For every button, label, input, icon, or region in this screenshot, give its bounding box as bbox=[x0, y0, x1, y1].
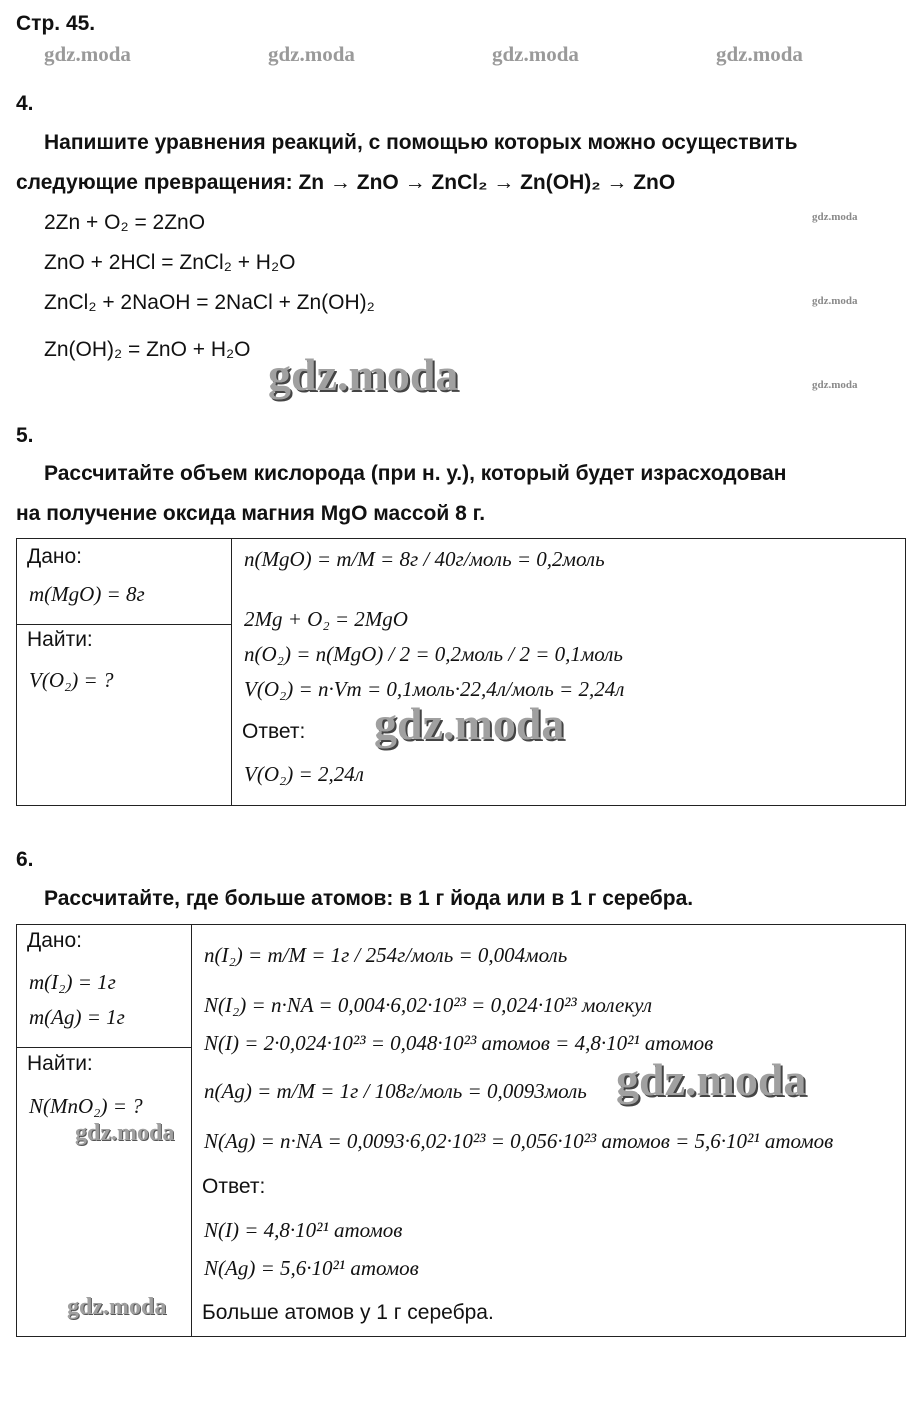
task5-text-line2: на получение оксида магния MgO массой 8 г. bbox=[16, 502, 486, 525]
task4-text-line2: следующие превращения: Zn → ZnO → ZnCl₂ → Zn(OH)₂ → ZnO bbox=[16, 171, 676, 194]
task5-given-cell bbox=[17, 539, 232, 625]
task5-find-label: Найти: bbox=[27, 628, 93, 651]
watermark: gdz.moda bbox=[812, 379, 858, 391]
task6-text: Рассчитайте, где больше атомов: в 1 г йода или в 1 г серебра. bbox=[44, 887, 694, 910]
task5-given-value: m(MgO) = 8г bbox=[29, 582, 145, 606]
task6-number: 6. bbox=[16, 848, 34, 871]
task4-equation-1: 2Zn + O₂ = 2ZnO bbox=[44, 211, 206, 234]
watermark: gdz.moda bbox=[812, 295, 858, 307]
task5-find-cell bbox=[17, 625, 232, 806]
watermark: gdz.moda bbox=[716, 42, 803, 66]
task6-solution-step: N(I) = 2·0,024·10²³ = 0,048·10²³ атомов = 4,8·10²¹ атомов bbox=[204, 1031, 714, 1055]
task5-find-value: V(O₂) = ? bbox=[29, 668, 114, 692]
watermark: gdz.moda bbox=[374, 698, 565, 749]
task6-conclusion: Больше атомов у 1 г серебра. bbox=[202, 1301, 494, 1324]
task6-answer-value: N(Ag) = 5,6·10²¹ атомов bbox=[204, 1256, 419, 1280]
task5-answer-value: V(O₂) = 2,24л bbox=[244, 762, 364, 786]
task6-find-cell bbox=[17, 1048, 192, 1337]
watermark: gdz.moda bbox=[75, 1120, 175, 1146]
task5-solution-step: V(O₂) = n·Vm = 0,1моль·22,4л/моль = 2,24л bbox=[244, 677, 625, 701]
task4-equation-3: ZnCl₂ + 2NaOH = 2NaCl + Zn(OH)₂ bbox=[44, 291, 375, 314]
task6-answer-value: N(I) = 4,8·10²¹ атомов bbox=[204, 1218, 403, 1242]
task6-solution-step: n(I₂) = m/M = 1г / 254г/моль = 0,004моль bbox=[204, 943, 568, 967]
task6-given-value: m(I₂) = 1г bbox=[29, 970, 116, 994]
task6-given-value: m(Ag) = 1г bbox=[29, 1005, 125, 1029]
task6-solution-step: N(I₂) = n·NA = 0,004·6,02·10²³ = 0,024·10²³ молекул bbox=[204, 993, 653, 1017]
watermark: gdz.moda bbox=[492, 42, 579, 66]
task6-solution-step: N(Ag) = n·NA = 0,0093·6,02·10²³ = 0,056·10²³ атомов = 5,6·10²¹ атомов bbox=[204, 1129, 834, 1153]
task5-solution-step: 2Mg + O₂ = 2MgO bbox=[244, 607, 408, 631]
task5-number: 5. bbox=[16, 424, 34, 447]
watermark: gdz.moda bbox=[812, 211, 858, 223]
task6-find-label: Найти: bbox=[27, 1052, 93, 1075]
watermark: gdz.moda bbox=[616, 1054, 807, 1105]
task5-solution-table bbox=[16, 538, 906, 806]
task4-equation-2: ZnO + 2HCl = ZnCl₂ + H₂O bbox=[44, 251, 296, 274]
task6-given-label: Дано: bbox=[27, 929, 83, 952]
watermark: gdz.moda bbox=[44, 42, 131, 66]
task5-given-label: Дано: bbox=[27, 545, 83, 568]
task4-equation-4: Zn(OH)₂ = ZnO + H₂O bbox=[44, 338, 251, 361]
task5-answer-label: Ответ: bbox=[242, 720, 306, 743]
task5-solution-step: n(O₂) = n(MgO) / 2 = 0,2моль / 2 = 0,1моль bbox=[244, 642, 623, 666]
task6-solution-step: n(Ag) = m/M = 1г / 108г/моль = 0,0093моль bbox=[204, 1079, 587, 1103]
task6-find-value: N(MnO₂) = ? bbox=[29, 1094, 143, 1118]
page-number: Стр. 45. bbox=[16, 12, 96, 35]
task6-answer-label: Ответ: bbox=[202, 1175, 266, 1198]
task6-solution-table bbox=[16, 924, 906, 1337]
watermark: gdz.moda bbox=[67, 1294, 167, 1320]
task4-text-line1: Напишите уравнения реакций, с помощью которых можно осуществить bbox=[44, 131, 798, 154]
watermark: gdz.moda bbox=[268, 349, 459, 400]
task6-solution-cell bbox=[192, 925, 906, 1337]
task5-text-line1: Рассчитайте объем кислорода (при н. у.), который будет израсходован bbox=[44, 462, 787, 485]
task5-solution-cell bbox=[232, 539, 906, 806]
task4-number: 4. bbox=[16, 92, 34, 115]
task6-given-cell bbox=[17, 925, 192, 1048]
watermark: gdz.moda bbox=[268, 42, 355, 66]
task5-solution-step: n(MgO) = m/M = 8г / 40г/моль = 0,2моль bbox=[244, 547, 605, 571]
